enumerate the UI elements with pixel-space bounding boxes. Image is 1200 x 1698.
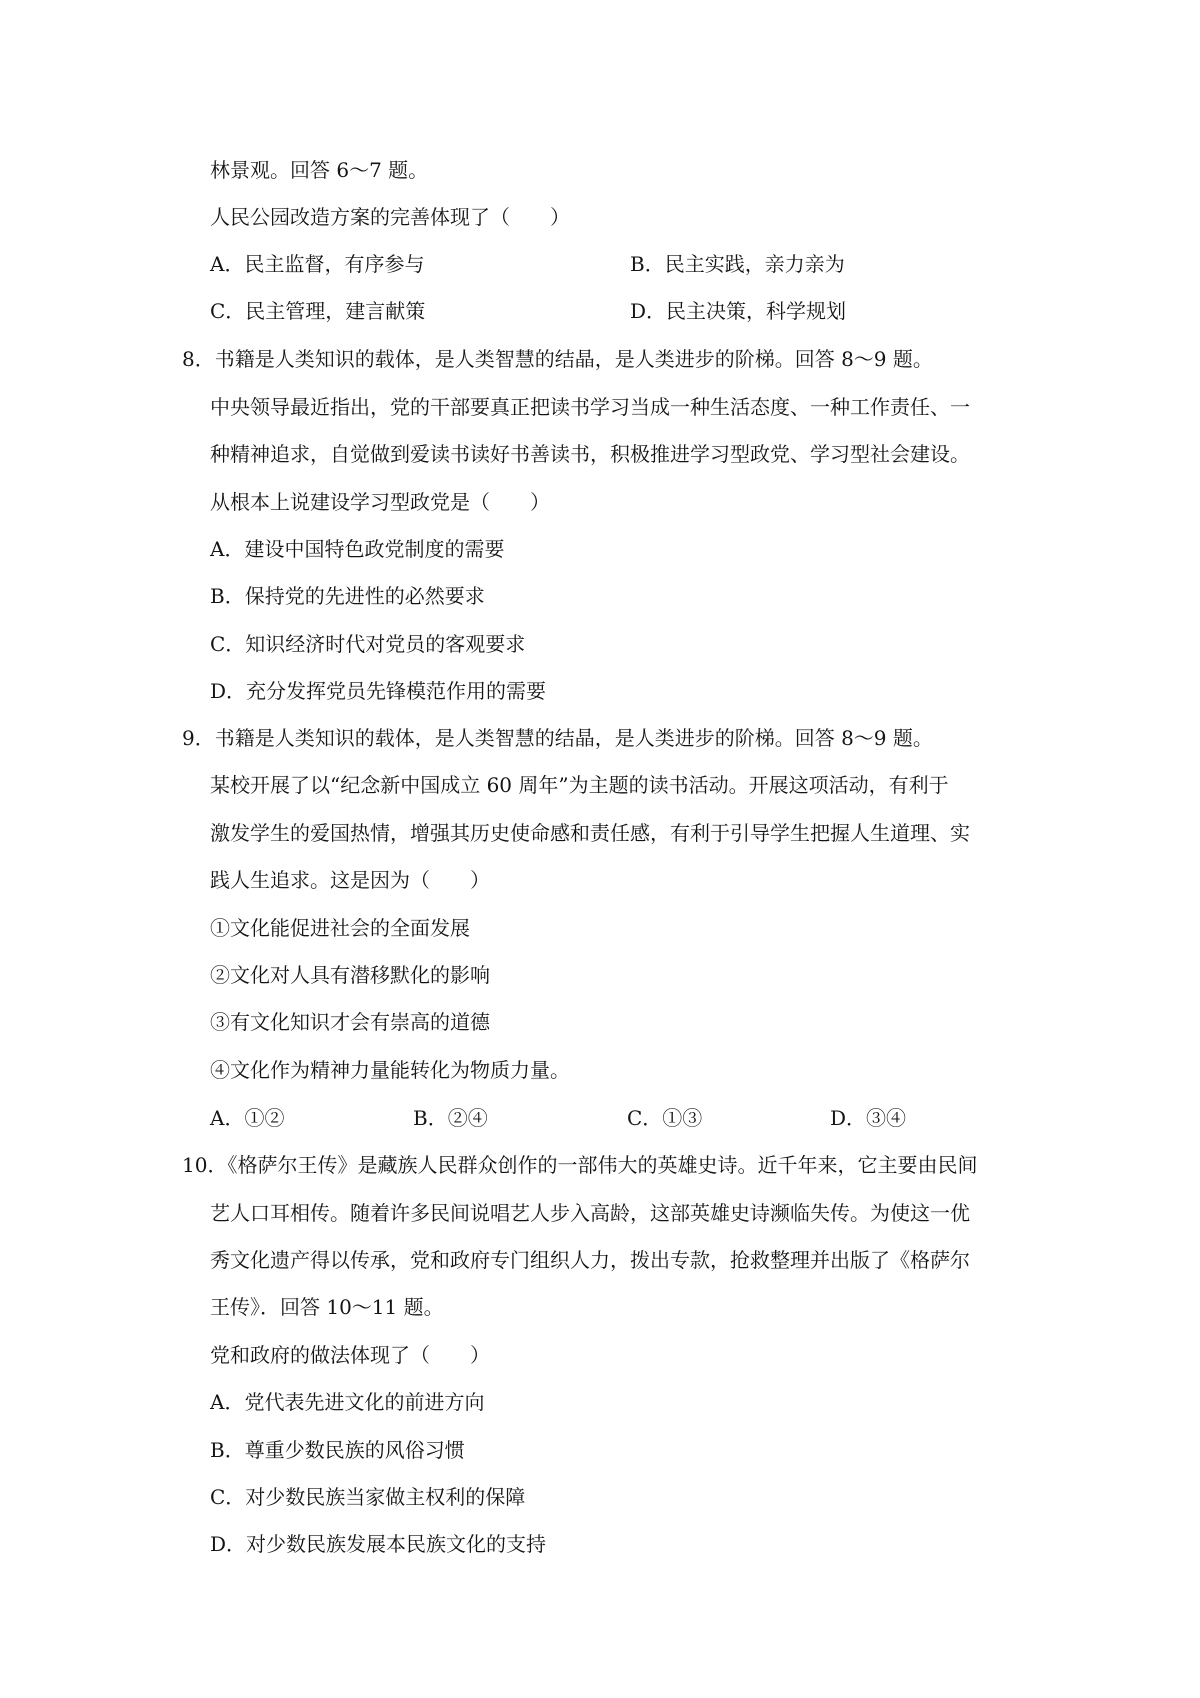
q7-option-c: C．民主管理，建言献策 — [210, 299, 426, 323]
q8-option-c: C．知识经济时代对党员的客观要求 — [210, 632, 526, 656]
q9-option-c: C．①③ — [627, 1106, 703, 1130]
q8-material-line: 种精神追求，自觉做到爱读书读好书善读书，积极推进学习型政党、学习型社会建设。 — [210, 442, 970, 466]
q9-statement-3: ③有文化知识才会有崇高的道德 — [210, 1010, 490, 1034]
q9-option-b: B．②④ — [413, 1106, 488, 1130]
q10-intro-line: 秀文化遗产得以传承，党和政府专门组织人力，拨出专款，抢救整理并出版了《格萨尔 — [210, 1248, 970, 1272]
q10-option-c: C．对少数民族当家做主权利的保障 — [210, 1485, 526, 1509]
q9-material-line: 激发学生的爱国热情，增强其历史使命感和责任感，有利于引导学生把握人生道理、实 — [210, 821, 970, 845]
q7-option-d: D．民主决策，科学规划 — [630, 299, 847, 323]
q9-statement-1: ①文化能促进社会的全面发展 — [210, 916, 470, 940]
q8-stem: 从根本上说建设学习型政党是（ ） — [210, 490, 550, 514]
q10-intro-line: 艺人口耳相传。随着许多民间说唱艺人步入高龄，这部英雄史诗濒临失传。为使这一优 — [210, 1201, 970, 1225]
q7-option-a: A．民主监督，有序参与 — [210, 252, 425, 276]
q10-intro-line: 10．《格萨尔王传》是藏族人民群众创作的一部伟大的英雄史诗。近千年来，它主要由民间 — [182, 1153, 978, 1177]
q7-context-tail: 林景观。回答 6～7 题。 — [210, 158, 429, 182]
q10-option-b: B．尊重少数民族的风俗习惯 — [210, 1438, 465, 1462]
q7-stem: 人民公园改造方案的完善体现了（ ） — [210, 205, 570, 229]
q9-material-line: 某校开展了以“纪念新中国成立 60 周年”为主题的读书活动。开展这项活动，有利于 — [210, 773, 949, 797]
q7-option-b: B．民主实践，亲力亲为 — [630, 252, 845, 276]
q9-statement-2: ②文化对人具有潜移默化的影响 — [210, 963, 490, 987]
q8-intro: 8．书籍是人类知识的载体，是人类智慧的结晶，是人类进步的阶梯。回答 8～9 题。 — [182, 347, 933, 371]
q8-option-a: A．建设中国特色政党制度的需要 — [210, 537, 505, 561]
q8-option-d: D．充分发挥党员先锋模范作用的需要 — [210, 679, 547, 703]
q10-option-d: D．对少数民族发展本民族文化的支持 — [210, 1532, 547, 1556]
q9-intro: 9．书籍是人类知识的载体，是人类智慧的结晶，是人类进步的阶梯。回答 8～9 题。 — [182, 726, 933, 750]
q9-material-line: 践人生追求。这是因为（ ） — [210, 868, 490, 892]
q9-option-d: D．③④ — [830, 1106, 907, 1130]
q10-intro-line: 王传》．回答 10～11 题。 — [210, 1295, 444, 1319]
q10-stem: 党和政府的做法体现了（ ） — [210, 1343, 490, 1367]
q8-option-b: B．保持党的先进性的必然要求 — [210, 584, 485, 608]
q9-option-a: A．①② — [210, 1106, 285, 1130]
q10-option-a: A．党代表先进文化的前进方向 — [210, 1390, 485, 1414]
q9-statement-4: ④文化作为精神力量能转化为物质力量。 — [210, 1058, 570, 1082]
q8-material-line: 中央领导最近指出，党的干部要真正把读书学习当成一种生活态度、一种工作责任、一 — [210, 395, 970, 419]
